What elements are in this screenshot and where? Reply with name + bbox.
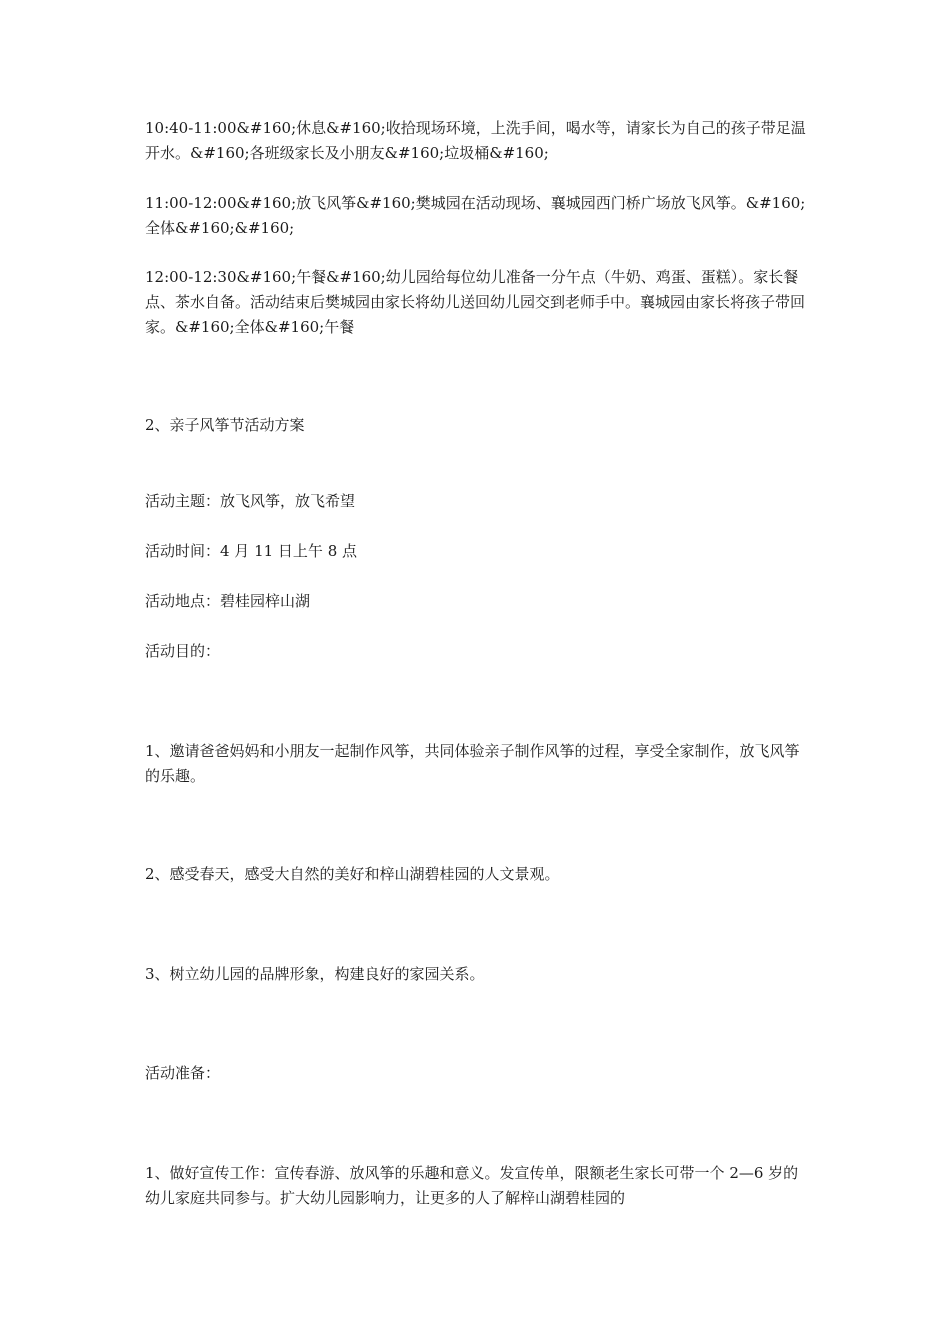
activity-purpose-label: 活动目的： [145, 642, 221, 660]
activity-time: 活动时间：4 月 11 日上午 8 点 [145, 542, 358, 560]
purpose-item-1: 1、邀请爸爸妈妈和小朋友一起制作风筝，共同体验亲子制作风筝的过程，享受全家制作，放飞风筝的乐趣。 [145, 742, 800, 785]
activity-location: 活动地点：碧桂园梓山湖 [145, 592, 311, 610]
section-heading: 2、亲子风筝节活动方案 [145, 416, 305, 434]
activity-preparation-label: 活动准备： [145, 1064, 221, 1082]
preparation-item-1: 1、做好宣传工作：宣传春游、放风筝的乐趣和意义。发宣传单，限额老生家长可带一个 2—6 岁的幼儿家庭共同参与。扩大幼儿园影响力，让更多的人了解梓山湖碧桂园的 [145, 1164, 799, 1207]
purpose-item-3: 3、树立幼儿园的品牌形象，构建良好的家园关系。 [145, 965, 485, 983]
schedule-item-3: 12:00-12:30&#160;午餐&#160;幼儿园给每位幼儿准备一分午点（牛奶、鸡蛋、蛋糕）。家长餐点、茶水自备。活动结束后樊城园由家长将幼儿送回幼儿园交到老师手中。襄城园由家长将孩子带回家。&#160;全体&#160;午餐 [145, 268, 806, 336]
schedule-item-1: 10:40-11:00&#160;休息&#160;收拾现场环境，上洗手间，喝水等，请家长为自己的孩子带足温开水。&#160;各班级家长及小朋友&#160;垃圾桶&#160; [145, 119, 806, 162]
purpose-item-2: 2、感受春天，感受大自然的美好和梓山湖碧桂园的人文景观。 [145, 865, 560, 883]
activity-theme: 活动主题：放飞风筝，放飞希望 [145, 492, 356, 510]
schedule-item-2: 11:00-12:00&#160;放飞风筝&#160;樊城园在活动现场、襄城园西门桥广场放飞风筝。&#160;全体&#160;&#160; [145, 194, 806, 237]
